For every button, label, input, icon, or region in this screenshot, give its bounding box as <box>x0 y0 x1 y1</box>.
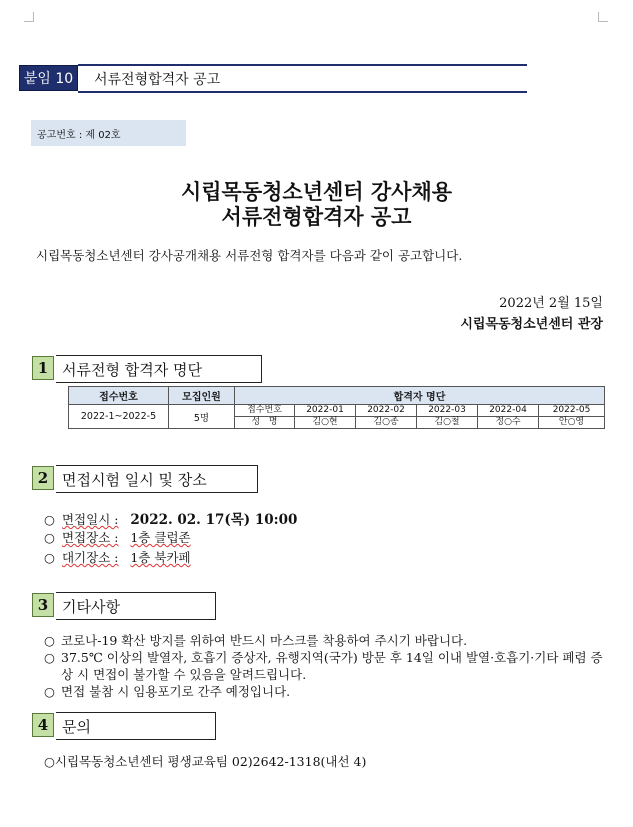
list-item <box>44 649 614 683</box>
section-number: 2 <box>32 466 54 490</box>
bullet-circle: ○ <box>44 633 55 648</box>
bullet-circle: ○ <box>44 512 55 527</box>
interview-wait-label: 대기장소 : <box>61 550 119 565</box>
etc-item-text: 면접 불참 시 임용포기로 간주 예정입니다. <box>61 684 291 699</box>
appendix-title: 서류전형합격자 공고 <box>94 72 221 88</box>
section-title: 문의 <box>56 712 216 740</box>
section-number: 3 <box>32 593 54 617</box>
appendix-rule <box>78 91 527 93</box>
interview-wait-value: 1층 북카페 <box>130 550 191 565</box>
page-corner-mark <box>24 12 34 22</box>
roster-name: 김○철 <box>417 417 478 429</box>
roster-name: 안○영 <box>539 417 605 429</box>
bullet-circle: ○ <box>44 650 55 665</box>
roster-name: 정○수 <box>478 417 539 429</box>
section-title: 서류전형 합격자 명단 <box>56 355 262 383</box>
roster-count: 5명 <box>169 405 235 429</box>
issuer: 시립목동청소년센터 관장 <box>460 317 603 332</box>
section-number: 4 <box>32 713 54 737</box>
interview-place-label: 면접장소 : <box>61 530 119 545</box>
page-corner-mark <box>598 12 608 22</box>
section-number: 1 <box>32 356 54 380</box>
list-item <box>44 683 614 700</box>
roster-name: 김○현 <box>295 417 356 429</box>
roster-table <box>68 386 605 429</box>
table-header: 모집인원 <box>169 387 235 405</box>
roster-row-label: 성 명 <box>235 417 295 429</box>
intro-text: 시립목동청소년센터 강사공개채용 서류전형 합격자를 다음과 같이 공고합니다. <box>36 248 463 263</box>
bullet-circle: ○ <box>44 550 55 565</box>
interview-date-label: 면접일시 : <box>61 512 119 527</box>
page-title: 시립목동청소년센터 강사채용 <box>180 180 453 204</box>
interview-list <box>44 508 297 568</box>
roster-name: 김○종 <box>356 417 417 429</box>
notice-date: 2022년 2월 15일 <box>499 296 603 311</box>
list-item <box>44 548 297 568</box>
page-subtitle: 서류전형합격자 공고 <box>221 205 412 229</box>
etc-item-text: 코로나-19 확산 방지를 위하여 반드시 마스크를 착용하여 주시기 바랍니다. <box>61 633 468 648</box>
appendix-badge: 붙임 10 <box>19 65 78 91</box>
table-header: 합격자 명단 <box>235 387 605 405</box>
roster-id: 2022-04 <box>478 405 539 417</box>
section-title: 기타사항 <box>56 592 216 620</box>
list-item <box>44 528 297 548</box>
table-header: 접수번호 <box>69 387 169 405</box>
roster-id: 2022-03 <box>417 405 478 417</box>
bullet-circle: ○ <box>44 684 55 699</box>
interview-date-value: 2022. 02. 17(목) 10:00 <box>130 512 298 528</box>
etc-list <box>44 632 614 700</box>
roster-id: 2022-02 <box>356 405 417 417</box>
section-title: 면접시험 일시 및 장소 <box>56 465 258 493</box>
interview-place-value: 1층 클럽존 <box>130 530 191 545</box>
appendix-rule <box>78 64 527 66</box>
roster-id: 2022-05 <box>539 405 605 417</box>
list-item <box>44 632 614 649</box>
roster-range: 2022-1~2022-5 <box>69 405 169 429</box>
roster-id: 2022-01 <box>295 405 356 417</box>
notice-number: 공고번호 : 제 02호 <box>31 120 186 146</box>
bullet-circle: ○ <box>44 530 55 545</box>
roster-row-label: 접수번호 <box>235 405 295 417</box>
etc-item-text: 37.5℃ 이상의 발열자, 호흡기 증상자, 유행지역(국가) 방문 후 14일 이내 발열·호흡기·기타 폐렴 증상 시 면접이 불가할 수 있음을 알려드립니다. <box>61 650 603 682</box>
contact-info: ○시립목동청소년센터 평생교육팀 02)2642-1318(내선 4) <box>44 754 367 769</box>
list-item <box>44 508 297 528</box>
